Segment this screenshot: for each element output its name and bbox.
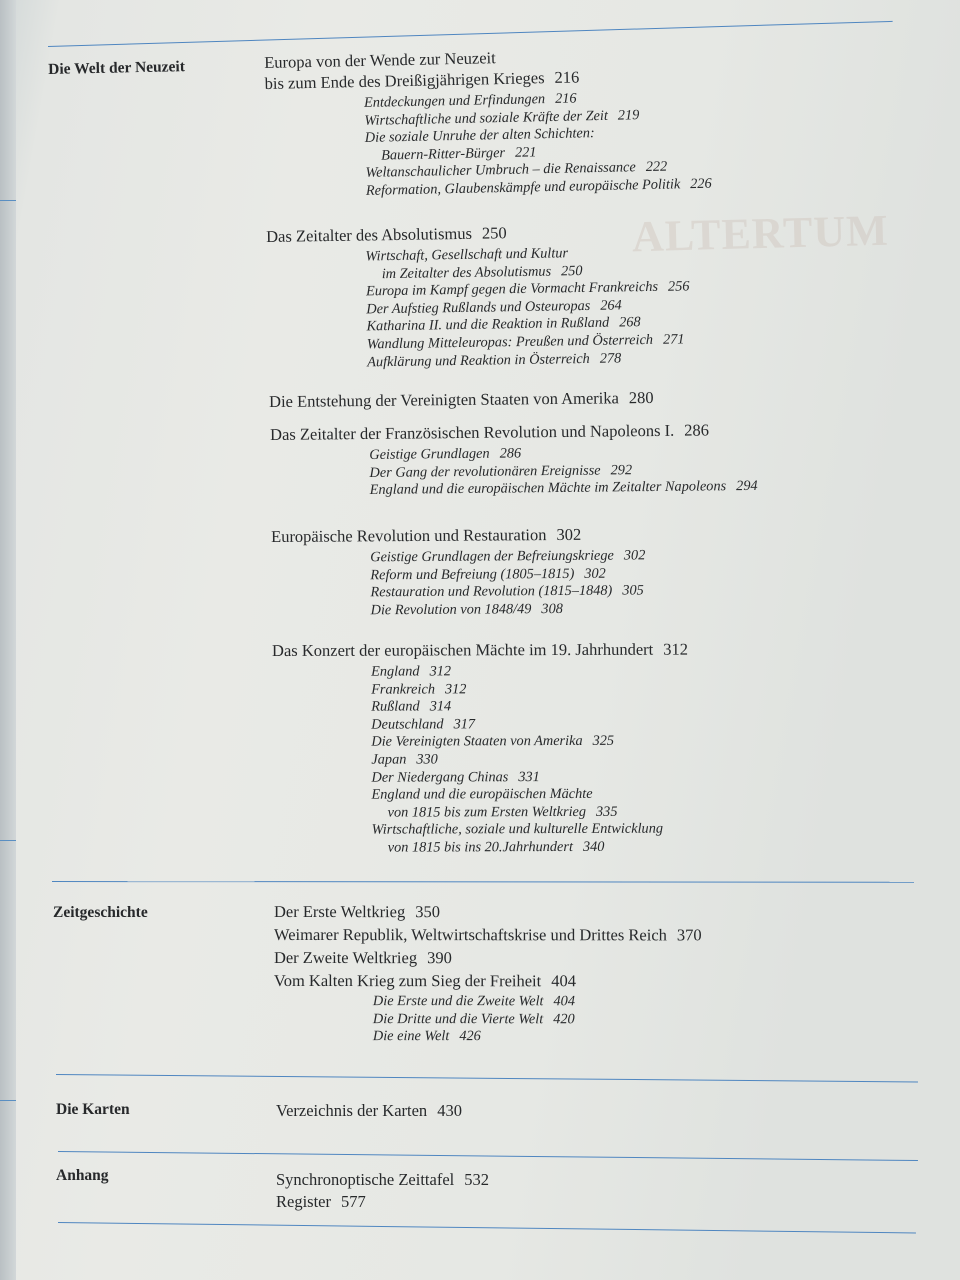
chapter-page-number: 532 <box>464 1170 489 1189</box>
chapter-title <box>272 639 688 661</box>
chapter-page-number: 312 <box>663 639 689 659</box>
chapter-title-line: Register <box>276 1192 331 1211</box>
subchapter-page-number: 250 <box>560 262 583 279</box>
subchapter-title: Europa im Kampf gegen die Vormacht Frankreichs <box>365 279 659 300</box>
subchapter-title-line: Wirtschaft, Gesellschaft und Kultur <box>365 245 569 265</box>
subchapter-title: Der Gang der revolutionären Ereignisse <box>369 462 601 481</box>
chapter-title-line: Synchronoptische Zeittafel <box>276 1170 455 1189</box>
chapter-page-number: 350 <box>415 902 440 922</box>
divider-rule <box>56 1074 918 1083</box>
subchapter-title: Japan <box>371 751 407 768</box>
subchapter-list <box>365 243 690 371</box>
subchapter-title: Reformation, Glaubenskämpfe und europäische Politik <box>365 176 681 199</box>
toc-chapter <box>276 1100 462 1121</box>
subchapter-entry <box>373 1011 702 1029</box>
toc-chapter <box>264 43 712 203</box>
subchapter-entry <box>371 733 688 752</box>
chapter-title-line: Das Konzert der europäischen Mächte im 19. Jahrhundert <box>272 639 654 660</box>
chapter-page-number: 404 <box>551 971 577 991</box>
toc-chapter <box>266 219 691 373</box>
chapter-page-number: 280 <box>628 387 654 408</box>
subchapter-title-line: Wirtschaftliche, soziale und kulturelle Entwicklung <box>371 820 664 838</box>
subchapter-entry <box>372 803 689 822</box>
subchapter-list <box>369 443 757 500</box>
subchapter-title: Die Revolution von 1848/49 <box>370 600 532 619</box>
subchapter-page-number: 221 <box>514 144 537 161</box>
subchapter-title: England und die europäischen Mächte im Zeitalter Napoleons <box>369 478 727 499</box>
subchapter-page-number: 312 <box>444 680 467 697</box>
toc-chapter <box>274 946 702 969</box>
chapter-title <box>274 969 702 992</box>
subchapter-entry <box>370 583 645 603</box>
toc-chapter <box>274 923 702 946</box>
chapter-page-number: 430 <box>437 1101 462 1120</box>
chapter-title-line: Die Entstehung der Vereinigten Staaten von Amerika <box>269 388 619 411</box>
chapter-title-line: bis zum Ende des Dreißigjährigen Krieges <box>264 68 545 93</box>
subchapter-title: Geistige Grundlagen der Befreiungskriege <box>370 547 614 566</box>
subchapter-title: Geistige Grundlagen <box>369 445 490 463</box>
subchapter-page-number: 426 <box>459 1028 481 1045</box>
subchapter-title: Der Aufstieg Rußlands und Osteuropas <box>366 297 591 318</box>
subchapter-page-number: 302 <box>584 565 606 582</box>
chapter-title-line: Der Erste Weltkrieg <box>273 902 406 922</box>
subchapter-entry <box>371 698 688 717</box>
subchapter-title: von 1815 bis ins 20.Jahrhundert <box>387 838 573 856</box>
subchapter-list <box>370 547 646 619</box>
toc-chapter <box>271 523 646 620</box>
subchapter-title: Frankreich <box>371 681 435 698</box>
subchapter-title: Weltanschaulicher Umbruch – die Renaissance <box>365 159 636 182</box>
toc-chapter <box>272 639 689 858</box>
chapter-title <box>266 219 689 247</box>
subchapter-page-number: 286 <box>499 445 522 462</box>
subchapter-title: Der Niedergang Chinas <box>371 768 509 786</box>
subchapter-page-number: 292 <box>610 461 633 479</box>
subchapter-entry <box>373 993 702 1011</box>
subchapter-title: im Zeitalter des Absolutismus <box>381 263 552 282</box>
subchapter-entry <box>371 751 688 770</box>
subchapter-page-number: 302 <box>623 547 646 564</box>
subchapter-title: Die eine Welt <box>372 1028 450 1045</box>
subchapter-entry <box>371 715 688 734</box>
subchapter-page-number: 331 <box>518 768 540 785</box>
subchapter-title: Wandlung Mitteleuropas: Preußen und Österreich <box>366 331 654 353</box>
subchapter-title: Katharina II. und die Reaktion in Rußland <box>366 314 610 335</box>
subchapter-title: Wirtschaftliche und soziale Kräfte der Zeit <box>364 107 609 129</box>
chapter-title <box>270 419 757 445</box>
section-label: Zeitgeschichte <box>53 904 148 921</box>
subchapter-entry <box>371 680 688 699</box>
chapter-title <box>271 523 645 547</box>
edge-mark <box>0 200 16 201</box>
subchapter-title: Rußland <box>371 698 420 715</box>
subchapter-page-number: 420 <box>553 1010 575 1027</box>
subchapter-title: Reform und Befreiung (1805–1815) <box>370 565 575 583</box>
subchapter-title: Aufklärung und Reaktion in Österreich <box>367 350 590 370</box>
subchapter-page-number: 308 <box>541 600 563 617</box>
toc-chapter <box>274 900 702 923</box>
subchapter-title-line: England und die europäischen Mächte <box>371 786 593 803</box>
subchapter-page-number: 294 <box>736 478 758 495</box>
subchapter-page-number: 305 <box>622 582 644 599</box>
section-body <box>274 900 702 1046</box>
subchapter-page-number: 404 <box>553 993 575 1010</box>
section-body <box>276 1100 462 1121</box>
subchapter-entry <box>367 349 691 372</box>
chapter-title-line: Europäische Revolution und Restauration <box>271 525 547 546</box>
subchapter-page-number: 268 <box>619 314 641 331</box>
toc-chapter <box>274 969 702 1046</box>
toc-chapter <box>270 419 758 501</box>
subchapter-entry <box>370 478 758 500</box>
section-body <box>270 419 758 501</box>
edge-mark <box>0 840 16 841</box>
subchapter-page-number: 335 <box>595 803 618 820</box>
subchapter-list <box>373 993 702 1046</box>
subchapter-page-number: 216 <box>554 90 577 107</box>
subchapter-entry <box>372 838 689 857</box>
subchapter-page-number: 226 <box>690 175 712 193</box>
subchapter-entry <box>370 547 645 567</box>
subchapter-page-number: 278 <box>599 350 622 367</box>
section-label: Die Karten <box>56 1101 130 1118</box>
toc-chapter <box>276 1191 489 1213</box>
subchapter-title: von 1815 bis zum Ersten Weltkrieg <box>387 803 587 821</box>
watermark-text: ALTERTUM <box>631 205 890 262</box>
subchapter-page-number: 271 <box>662 331 685 348</box>
subchapter-page-number: 312 <box>429 663 452 680</box>
section-body <box>269 387 654 412</box>
section-label: Anhang <box>56 1167 109 1184</box>
subchapter-title: Deutschland <box>371 716 444 733</box>
section-label: Die Welt der Neuzeit <box>48 58 186 78</box>
section-body <box>271 523 646 620</box>
chapter-page-number: 390 <box>427 948 452 968</box>
subchapter-entry <box>370 565 645 585</box>
section-body <box>276 1169 489 1213</box>
subchapter-entry <box>373 1028 702 1046</box>
chapter-title-line: Europa von der Wende zur Neuzeit <box>264 48 496 72</box>
subchapter-entry <box>371 663 688 682</box>
subchapter-page-number: 264 <box>600 297 622 314</box>
section-body <box>264 43 712 203</box>
subchapter-title: England <box>371 663 420 680</box>
subchapter-title: Die Dritte und die Vierte Welt <box>372 1010 544 1027</box>
chapter-page-number: 286 <box>684 420 710 440</box>
subchapter-title: Die Erste und die Zweite Welt <box>372 993 544 1010</box>
page-edge <box>0 0 16 1280</box>
subchapter-page-number: 314 <box>429 698 452 715</box>
subchapter-page-number: 330 <box>416 751 438 768</box>
chapter-title-line: Der Zweite Weltkrieg <box>273 948 418 968</box>
divider-rule <box>58 1151 918 1161</box>
subchapter-page-number: 317 <box>453 716 476 733</box>
subchapter-title: Restauration und Revolution (1815–1848) <box>370 582 613 601</box>
chapter-page-number: 577 <box>341 1192 366 1211</box>
toc-chapter <box>276 1169 489 1191</box>
edge-mark <box>0 1100 16 1101</box>
chapter-title-line: Verzeichnis der Karten <box>276 1101 428 1120</box>
chapter-title-line: Das Zeitalter des Absolutismus <box>266 223 473 246</box>
subchapter-list <box>364 88 712 201</box>
subchapter-entry <box>371 768 688 787</box>
divider-rule <box>52 881 914 883</box>
subchapter-page-number: 222 <box>645 158 668 176</box>
chapter-title-line: Vom Kalten Krieg zum Sieg der Freiheit <box>273 971 542 991</box>
subchapter-title: Die Vereinigten Staaten von Amerika <box>371 733 583 751</box>
subchapter-entry <box>371 600 646 620</box>
subchapter-list <box>371 663 689 858</box>
subchapter-title: Entdeckungen und Erfindungen <box>363 91 546 111</box>
divider-rule <box>48 21 893 47</box>
toc-chapter <box>269 387 654 412</box>
section-body <box>266 219 691 373</box>
chapter-title-line: Das Zeitalter der Französischen Revolution und Napoleons I. <box>270 420 675 444</box>
chapter-page-number: 302 <box>556 524 582 545</box>
subchapter-page-number: 325 <box>592 733 615 750</box>
subchapter-title-line: Die soziale Unruhe der alten Schichten: <box>364 125 595 147</box>
subchapter-title: Bauern-Ritter-Bürger <box>381 144 506 164</box>
chapter-page-number: 250 <box>481 223 507 243</box>
divider-rule <box>58 1222 916 1233</box>
subchapter-page-number: 219 <box>617 106 640 124</box>
subchapter-page-number: 256 <box>667 278 690 295</box>
chapter-title-line: Weimarer Republik, Weltwirtschaftskrise und Drittes Reich <box>273 925 667 945</box>
chapter-page-number: 216 <box>554 67 580 87</box>
section-body <box>272 639 689 858</box>
chapter-page-number: 370 <box>676 925 702 945</box>
subchapter-page-number: 340 <box>582 838 605 855</box>
